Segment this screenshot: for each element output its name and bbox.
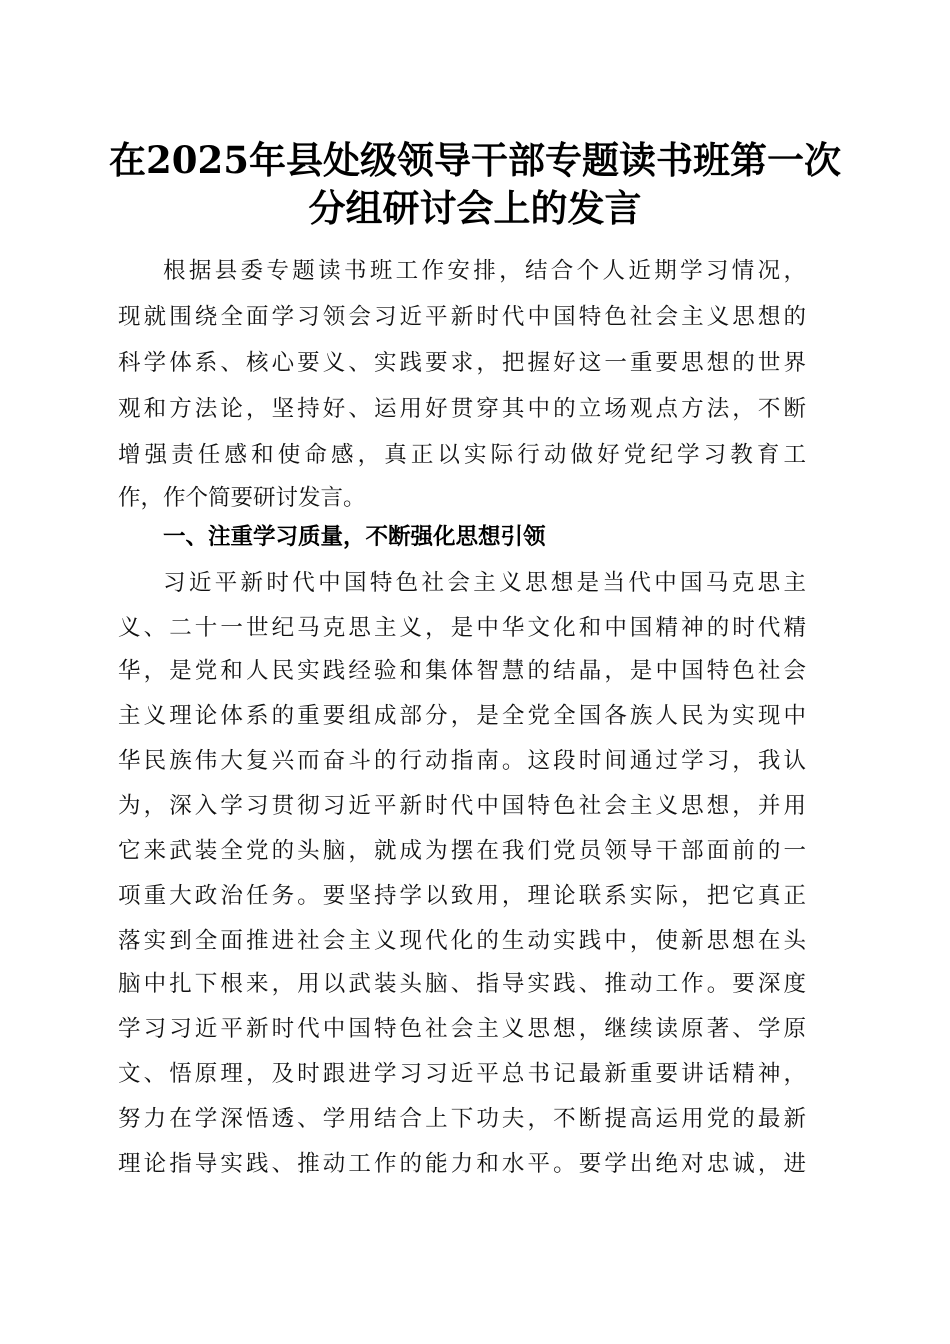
section1-line-7: 它来武装全党的头脑，就成为摆在我们党员领导干部面前的一 [118, 838, 806, 864]
section1-line-9: 落实到全面推进社会主义现代化的生动实践中，使新思想在头 [118, 928, 806, 954]
intro-line-6: 作，作个简要研讨发言。 [118, 485, 366, 511]
intro-line-1: 根据县委专题读书班工作安排，结合个人近期学习情况， [163, 258, 806, 284]
document-title-line-2: 分组研讨会上的发言 [308, 186, 642, 230]
section1-line-5: 华民族伟大复兴而奋斗的行动指南。这段时间通过学习，我认 [118, 748, 806, 774]
section1-line-12: 文、悟原理，及时跟进学习习近平总书记最新重要讲话精神， [118, 1061, 806, 1087]
section1-line-10: 脑中扎下根来，用以武装头脑、指导实践、推动工作。要深度 [118, 971, 806, 997]
intro-line-2: 现就围绕全面学习领会习近平新时代中国特色社会主义思想的 [118, 304, 806, 330]
section1-line-3: 华，是党和人民实践经验和集体智慧的结晶，是中国特色社会 [118, 658, 806, 684]
intro-line-3: 科学体系、核心要义、实践要求，把握好这一重要思想的世界 [118, 350, 806, 376]
section1-line-1: 习近平新时代中国特色社会主义思想是当代中国马克思主 [163, 570, 806, 596]
intro-line-5: 增强责任感和使命感，真正以实际行动做好党纪学习教育工 [118, 442, 806, 468]
section1-line-6: 为，深入学习贯彻习近平新时代中国特色社会主义思想，并用 [118, 793, 806, 819]
section1-line-14: 理论指导实践、推动工作的能力和水平。要学出绝对忠诚，进 [118, 1151, 806, 1177]
section1-line-13: 努力在学深悟透、学用结合上下功夫，不断提高运用党的最新 [118, 1106, 806, 1132]
section-heading-1: 一、注重学习质量，不断强化思想引领 [163, 524, 546, 550]
section1-line-4: 主义理论体系的重要组成部分，是全党全国各族人民为实现中 [118, 703, 806, 729]
section1-line-2: 义、二十一世纪马克思主义，是中华文化和中国精神的时代精 [118, 615, 806, 641]
section1-line-8: 项重大政治任务。要坚持学以致用，理论联系实际，把它真正 [118, 883, 806, 909]
document-title-line-1: 在2025年县处级领导干部专题读书班第一次 [109, 138, 841, 182]
intro-line-4: 观和方法论，坚持好、运用好贯穿其中的立场观点方法，不断 [118, 396, 806, 422]
section1-line-11: 学习习近平新时代中国特色社会主义思想，继续读原著、学原 [118, 1016, 806, 1042]
